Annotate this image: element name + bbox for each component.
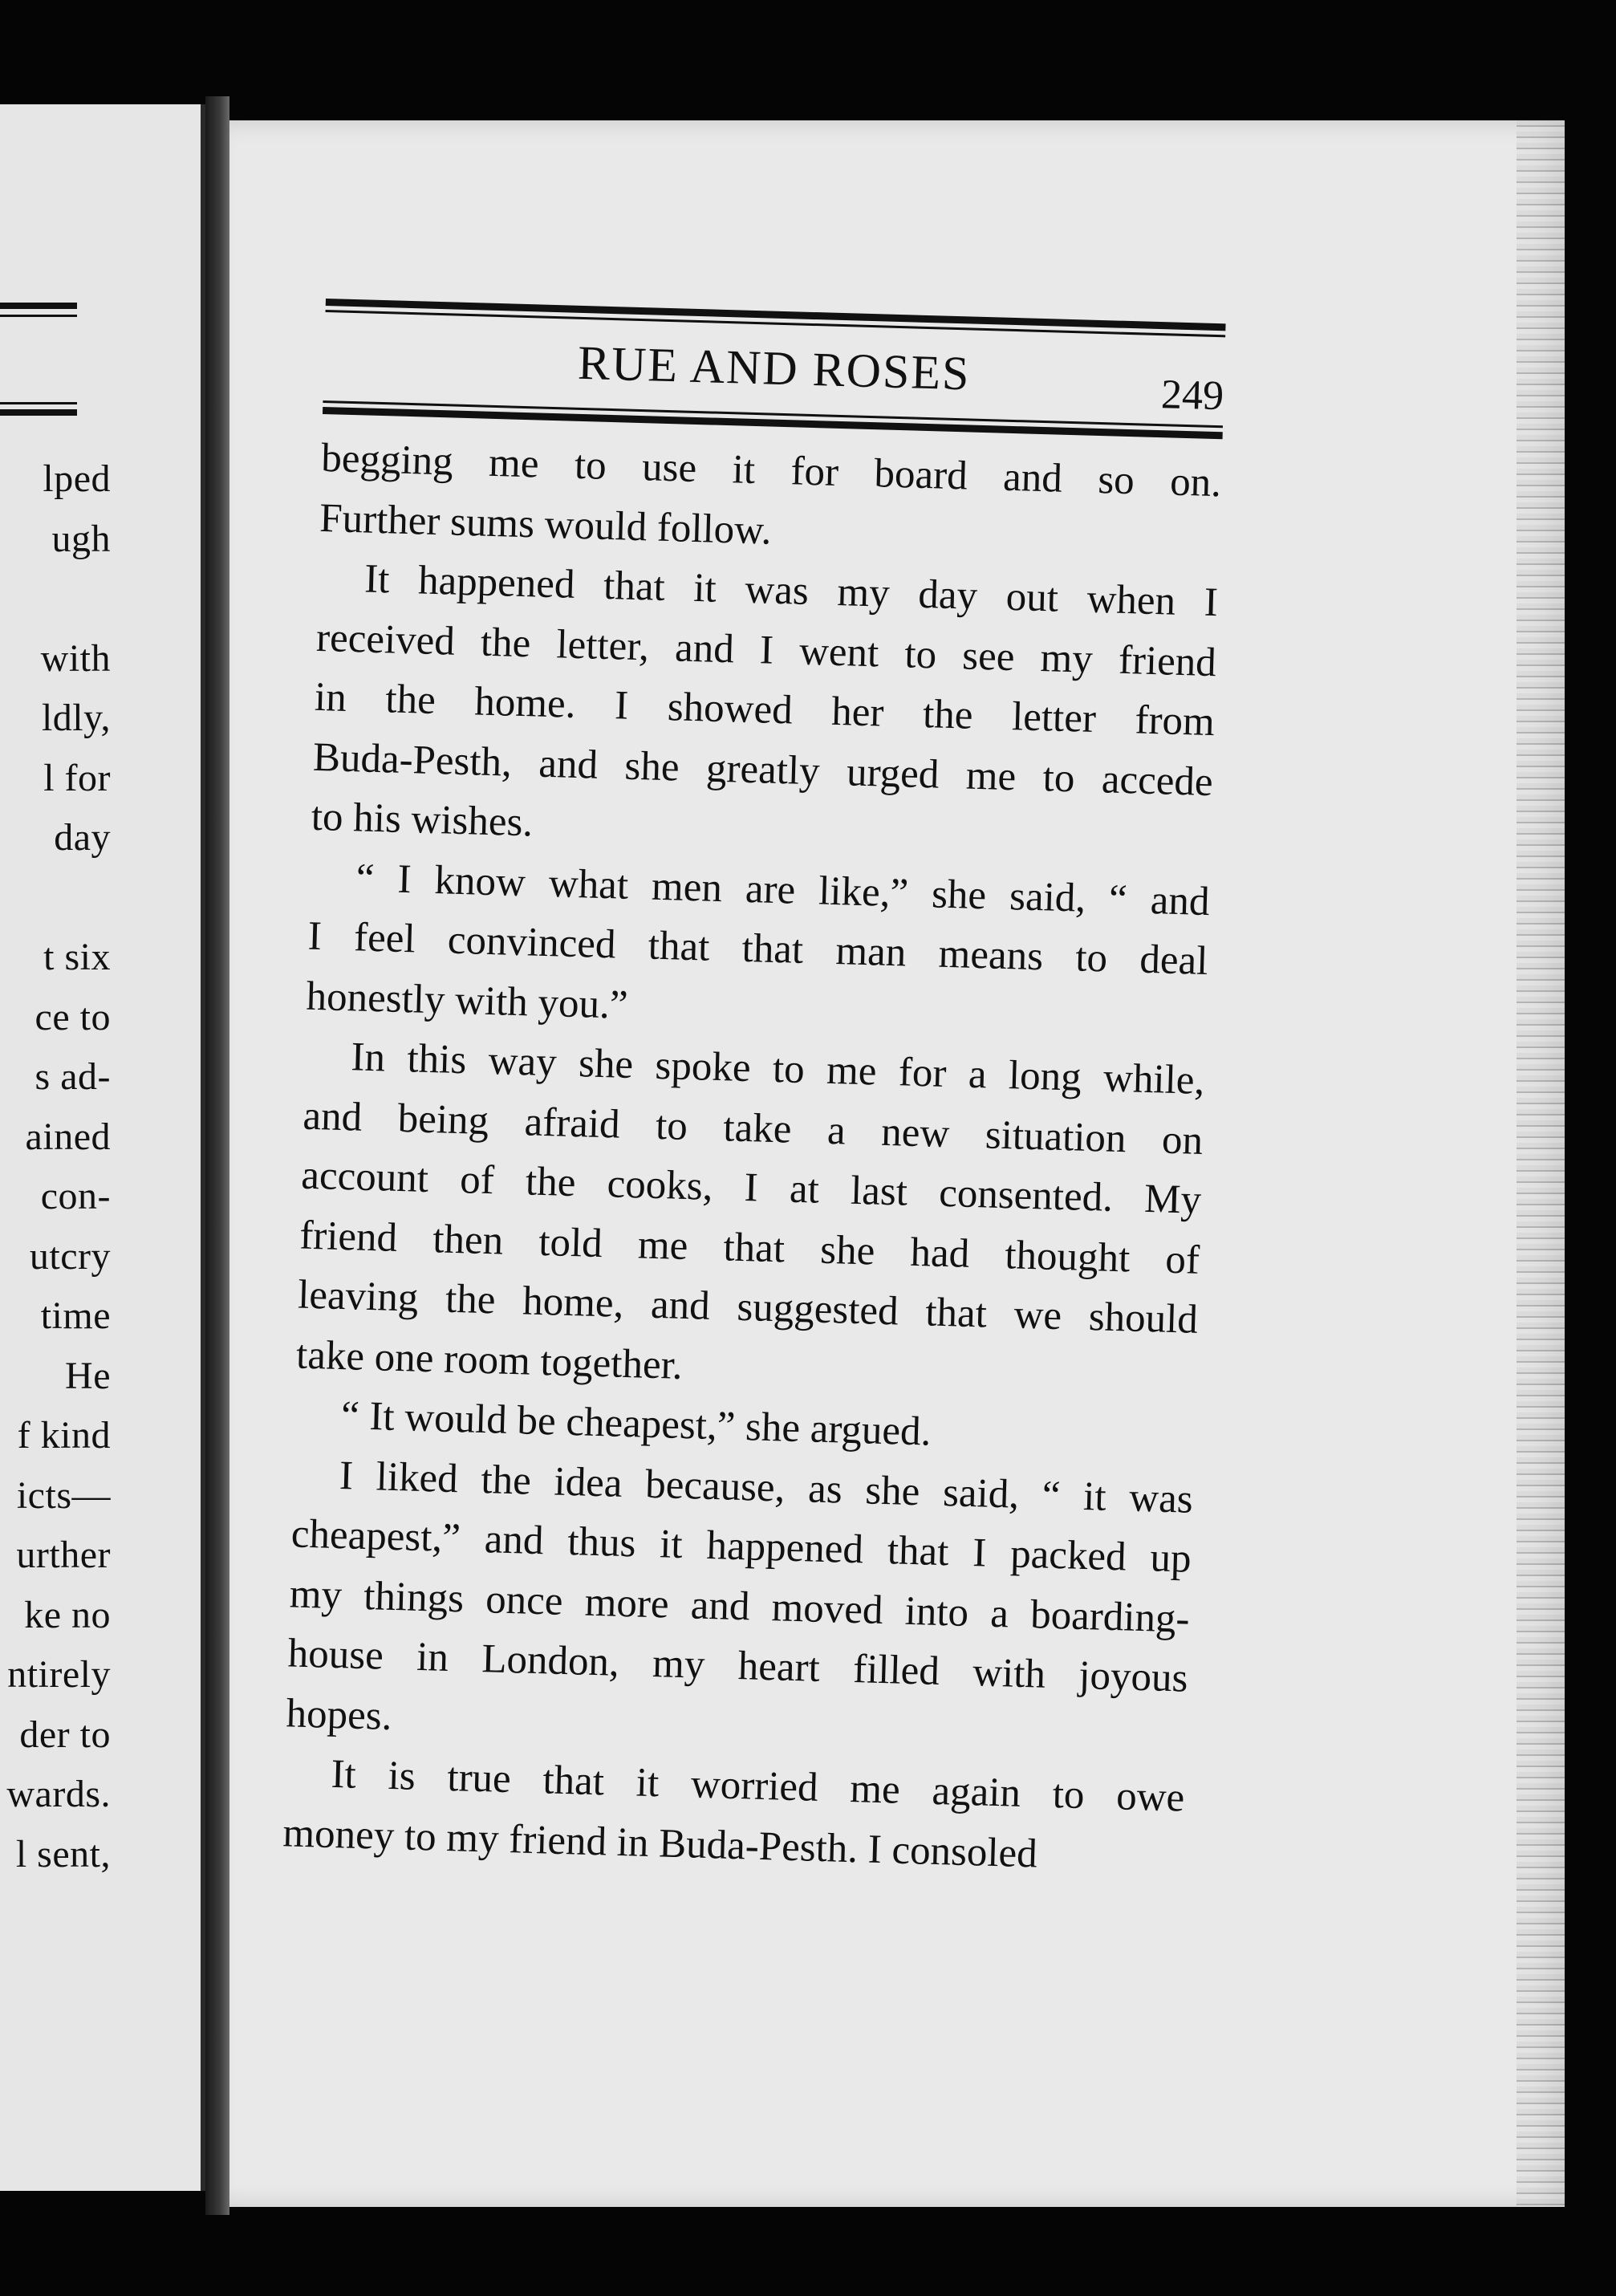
previous-page-line <box>0 868 111 929</box>
previous-page-line: l for <box>43 756 111 799</box>
text-line: It happened that it was my day out when I <box>363 556 1219 626</box>
running-header <box>323 312 1225 425</box>
previous-page-header-rule-top <box>0 303 77 309</box>
previous-page-fragment <box>0 104 205 2191</box>
page-content <box>282 299 1226 1888</box>
text-line: “ It would be cheapest,” she argued. <box>340 1393 932 1455</box>
previous-page-line: t six <box>43 936 111 978</box>
text-line: received the letter, and I went to see my friend <box>315 615 1217 685</box>
previous-page-line: time <box>40 1294 111 1337</box>
text-line: I feel convinced that that man means to deal <box>307 913 1209 985</box>
text-line: in the home. I showed her the letter from <box>314 674 1216 746</box>
text-line: leaving the home, and suggested that we should <box>297 1272 1199 1343</box>
previous-page-line: urther <box>16 1534 111 1576</box>
previous-page-header-rule-bottom <box>0 402 77 404</box>
text-line: begging me to use it for board and so on. <box>320 435 1222 506</box>
previous-page-line: wards. <box>6 1773 111 1815</box>
text-line: money to my friend in Buda-Pesth. I consoled <box>282 1810 1038 1877</box>
text-line: Further sums would follow. <box>319 495 773 554</box>
text-line: It is true that it worried me again to owe <box>330 1751 1186 1821</box>
running-title: RUE AND ROSES <box>577 335 972 400</box>
previous-page-line: con- <box>40 1175 111 1217</box>
text-line: hopes. <box>285 1690 393 1739</box>
text-line: to his wishes. <box>311 794 534 846</box>
previous-page-text <box>0 449 111 1884</box>
current-page <box>229 120 1565 2207</box>
paragraph <box>295 1026 1205 1410</box>
text-line: “ I know what men are like,” she said, “ and <box>355 855 1211 924</box>
text-line: I liked the idea because, as she said, “ it was <box>339 1453 1194 1522</box>
previous-page-line: der to <box>19 1713 111 1756</box>
text-line: my things once more and moved into a boarding- <box>289 1571 1191 1642</box>
previous-page-line: f kind <box>17 1414 111 1457</box>
text-line: friend then told me that she had thought of <box>298 1213 1200 1283</box>
previous-page-line: icts— <box>16 1473 111 1517</box>
text-line: cheapest,” and thus it happened that I packed up <box>290 1511 1192 1582</box>
text-line: honestly with you.” <box>305 973 629 1028</box>
previous-page-line: with <box>40 636 111 680</box>
page-number: 249 <box>1160 372 1224 420</box>
previous-page-line: s ad- <box>35 1055 111 1098</box>
paragraph <box>306 847 1211 1051</box>
paragraph <box>311 548 1219 872</box>
book-spine-shadow <box>205 96 229 2215</box>
previous-page-line: ntirely <box>7 1653 111 1696</box>
previous-page-line: ldly, <box>41 697 111 739</box>
previous-page-line: lped <box>43 457 111 500</box>
text-line: house in London, my heart filled with joyous <box>287 1631 1189 1701</box>
previous-page-line: ke no <box>24 1593 111 1636</box>
text-line: and being afraid to take a new situation on <box>302 1093 1204 1164</box>
page-edge-texture <box>1517 120 1565 2207</box>
paragraph <box>286 1445 1194 1769</box>
text-line: In this way she spoke to me for a long while, <box>350 1034 1205 1103</box>
previous-page-line: ained <box>25 1115 111 1158</box>
previous-page-line: utcry <box>29 1234 111 1278</box>
previous-page-line: l sent, <box>15 1832 111 1875</box>
previous-page-header-rule-top-thin <box>0 315 77 317</box>
text-line: account of the cooks, I at last consented. My <box>300 1152 1202 1223</box>
previous-page-header-rule-bottom-thick <box>0 409 77 416</box>
body-text <box>282 429 1222 1888</box>
paragraph <box>282 1743 1186 1888</box>
previous-page-line <box>0 569 111 629</box>
text-line: Buda-Pesth, and she greatly urged me to accede <box>312 734 1214 805</box>
previous-page-line: ugh <box>51 517 111 560</box>
previous-page-line: He <box>65 1354 111 1397</box>
text-line: take one room together. <box>295 1331 684 1388</box>
previous-page-line: day <box>54 816 111 859</box>
previous-page-line: ce to <box>35 995 111 1038</box>
